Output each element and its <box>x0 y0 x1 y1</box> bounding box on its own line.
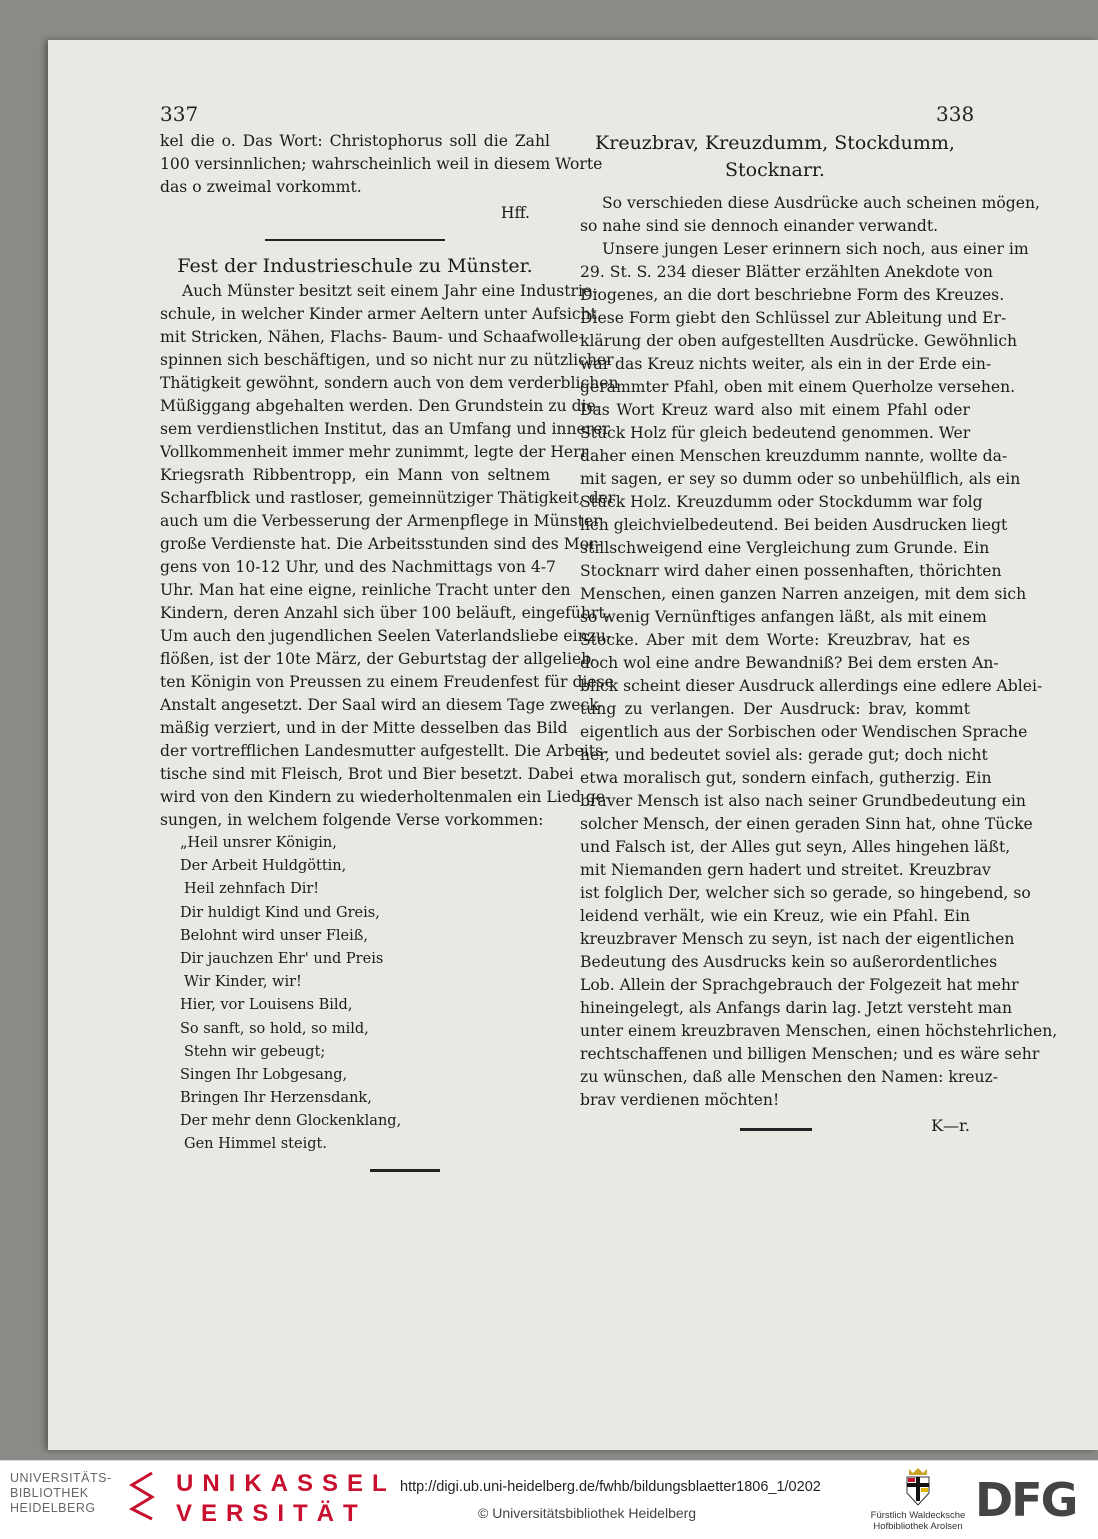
text-line: hineingelegt, als Anfangs darin lag. Jetzt versteht man <box>580 999 1012 1017</box>
text-line: daher einen Menschen kreuzdumm nannte, wollte da- <box>580 447 1008 465</box>
logo-line: UNIKASSEL <box>176 1470 396 1497</box>
right-column <box>580 130 1058 1152</box>
text-line: Auch Münster besitzt seit einem Jahr eine Industrie- <box>182 282 598 300</box>
text-line: Stück Holz. Kreuzdumm oder Stockdumm war folg <box>580 493 983 511</box>
text-line: solcher Mensch, der einen geraden Sinn hat, ohne Tücke <box>580 815 1033 833</box>
copyright-notice: © Universitätsbibliothek Heidelberg <box>478 1505 697 1521</box>
text-line: mit Stricken, Nähen, Flachs- Baum- und Schaafwolle- <box>160 328 584 346</box>
text-line: auch um die Verbesserung der Armenpflege in Münster <box>160 512 601 530</box>
article-end <box>580 1112 970 1152</box>
text-line: unter einem kreuzbraven Menschen, einen höchstehrlichen, <box>580 1022 1058 1040</box>
verse-line: Heil zehnfach Dir! <box>184 881 320 898</box>
text-line: klärung der oben aufgestellten Ausdrücke. Gewöhnlich <box>580 332 1018 350</box>
text-line: Stocknarr wird daher einen possenhaften, thörichten <box>580 562 1002 580</box>
page-number-left: 337 <box>160 102 199 126</box>
text-line: lich gleichvielbedeutend. Bei beiden Ausdrucken liegt <box>580 516 1008 534</box>
text-line: Anstalt angesetzt. Der Saal wird an diesem Tage zweck- <box>160 696 604 714</box>
page-number-right: 338 <box>936 102 975 126</box>
ub-heidelberg-logo[interactable] <box>10 1471 112 1516</box>
divider-rule <box>370 1169 440 1172</box>
text-line: tung zu verlangen. Der Ausdruck: brav, kommt <box>580 700 970 718</box>
uni-kassel-logo[interactable] <box>176 1469 396 1529</box>
text-line: der vortrefflichen Landesmutter aufgestellt. Die Arbeits- <box>160 742 609 760</box>
arolsen-library-logo[interactable] <box>870 1465 966 1532</box>
verse-line: Bringen Ihr Herzensdank, <box>180 1090 372 1107</box>
logo-line: Fürstlich Waldecksche <box>870 1510 966 1521</box>
text-line: Vollkommenheit immer mehr zunimmt, legte der Herr <box>160 443 589 461</box>
text-line: war das Kreuz nichts weiter, als ein in der Erde ein- <box>580 355 992 373</box>
text-line: sem verdienstlichen Institut, das an Umfang und innerer <box>160 420 610 438</box>
section-heading: Fest der Industrieschule zu Münster. <box>177 255 533 277</box>
verse-line: Belohnt wird unser Fleiß, <box>180 927 369 944</box>
text-line: gerammter Pfahl, oben mit einem Querholze versehen. <box>580 378 1016 396</box>
text-line: ten Königin von Preussen zu einem Freudenfest für diese <box>160 673 614 691</box>
text-line: kreuzbraver Mensch zu seyn, ist nach der eigentlichen <box>580 930 1015 948</box>
text-line: große Verdienste hat. Die Arbeitsstunden sind des Mor- <box>160 535 602 553</box>
text-line: Müßiggang abgehalten werden. Den Grundstein zu die- <box>160 397 602 415</box>
verse-line: Gen Himmel steigt. <box>184 1136 327 1153</box>
text-line: her, und bedeutet soviel als: gerade gut; doch nicht <box>580 746 988 764</box>
text-line: Bedeutung des Ausdrucks kein so außerordentliches <box>580 953 998 971</box>
text-line: So verschieden diese Ausdrücke auch scheinen mögen, <box>602 194 1040 212</box>
text-line: und Falsch ist, der Alles gut seyn, Alles hingehen läßt, <box>580 838 1011 856</box>
logo-line: Hofbibliothek Arolsen <box>873 1521 963 1532</box>
text-line: flößen, ist der 10te März, der Geburtstag der allgelieb- <box>160 650 597 668</box>
text-line: Scharfblick und rastloser, gemeinnütziger Thätigkeit, der <box>160 489 616 507</box>
section-heading: Stocknarr. <box>725 159 825 181</box>
text-line: Lob. Allein der Sprachgebrauch der Folgezeit hat mehr <box>580 976 1019 994</box>
text-line: so nahe sind sie dennoch einander verwandt. <box>580 217 939 235</box>
text-line: doch wol eine andre Bewandniß? Bei dem ersten An- <box>580 654 999 672</box>
kassel-mark-icon <box>128 1471 156 1521</box>
left-column <box>160 130 619 1184</box>
logo-line: BIBLIOTHEK <box>10 1486 89 1500</box>
text-line: Diese Form giebt den Schlüssel zur Ableitung und Er- <box>580 309 1007 327</box>
text-line: Menschen, einen ganzen Narren anzeigen, mit dem sich <box>580 585 1027 603</box>
text-line: Uhr. Man hat eine eigne, reinliche Tracht unter den <box>160 581 571 599</box>
text-line: eigentlich aus der Sorbischen oder Wendischen Sprache <box>580 723 1028 741</box>
text-line: das o zweimal vorkommt. <box>160 178 362 196</box>
text-line: ist folglich Der, welcher sich so gerade, so hingebend, so <box>580 884 1031 902</box>
text-line: wird von den Kindern zu wiederholtenmalen ein Lied ge- <box>160 788 611 806</box>
divider-rule <box>740 1128 812 1131</box>
text-line: gens von 10-12 Uhr, und des Nachmittags von 4-7 <box>160 558 556 576</box>
verse-line: „Heil unsrer Königin, <box>180 835 337 851</box>
text-line: Unsere jungen Leser erinnern sich noch, aus einer im <box>602 240 1029 258</box>
text-line: Um auch den jugendlichen Seelen Vaterlandsliebe einzu- <box>160 627 612 645</box>
divider-rule <box>265 239 445 241</box>
spacer <box>580 184 970 192</box>
verse-line: So sanft, so hold, so mild, <box>180 1020 369 1037</box>
verse-line: Singen Ihr Lobgesang, <box>180 1066 348 1083</box>
text-line: Diogenes, an die dort beschriebne Form des Kreuzes. <box>580 286 1005 304</box>
text-line: sungen, in welchem folgende Verse vorkommen: <box>160 811 544 829</box>
verse-line: Der Arbeit Huldgöttin, <box>180 858 347 875</box>
text-line: mäßig verziert, und in der Mitte desselben das Bild <box>160 719 568 737</box>
text-line: Kriegsrath Ribbentropp, ein Mann von seltnem <box>160 466 550 484</box>
text-line: spinnen sich beschäftigen, und so nicht nur zu nützlicher <box>160 351 614 369</box>
text-line: stillschweigend eine Vergleichung zum Grunde. Ein <box>580 539 990 557</box>
signature: K—r. <box>931 1116 970 1135</box>
text-line: brav verdienen möchten! <box>580 1091 780 1109</box>
verse-line: Wir Kinder, wir! <box>184 974 302 991</box>
logo-line: HEIDELBERG <box>10 1501 96 1515</box>
text-line: Kindern, deren Anzahl sich über 100 beläuft, eingeführt. <box>160 604 610 622</box>
text-line: mit sagen, er sey so dumm oder so unbehülflich, als ein <box>580 470 1021 488</box>
logo-line: UNIVERSITÄTS- <box>10 1471 112 1485</box>
text-line: 29. St. S. 234 dieser Blätter erzählten Anekdote von <box>580 263 993 281</box>
text-line: blick scheint dieser Ausdruck allerdings eine edlere Ablei- <box>580 677 1043 695</box>
text-line: tische sind mit Fleisch, Brot und Bier besetzt. Dabei <box>160 765 574 783</box>
dfg-logo[interactable]: DFG <box>975 1473 1077 1527</box>
text-line: braver Mensch ist also nach seiner Grundbedeutung ein <box>580 792 1026 810</box>
verse-line: Dir jauchzen Ehr' und Preis <box>180 950 384 967</box>
text-line: kel die o. Das Wort: Christophorus soll die Zahl <box>160 132 550 150</box>
text-line: so wenig Vernünftiges anfangen läßt, als mit einem <box>580 608 987 626</box>
text-line: schule, in welcher Kinder armer Aeltern unter Aufsicht <box>160 305 597 323</box>
text-line: Stück Holz für gleich bedeutend genommen. Wer <box>580 424 971 442</box>
section-heading: Kreuzbrav, Kreuzdumm, Stockdumm, <box>595 132 955 154</box>
verse-line: Dir huldigt Kind und Greis, <box>180 904 380 921</box>
text-line: mit Niemanden gern hadert und streitet. Kreuzbrav <box>580 861 991 879</box>
verse-line: Hier, vor Louisens Bild, <box>180 997 353 1014</box>
text-line: 100 versinnlichen; wahrscheinlich weil in diesem Worte <box>160 155 603 173</box>
text-line: etwa moralisch gut, sondern einfach, gutherzig. Ein <box>580 769 992 787</box>
text-line: Stocke. Aber mit dem Worte: Kreuzbrav, hat es <box>580 631 970 649</box>
permalink[interactable]: http://digi.ub.uni-heidelberg.de/fwhb/bildungsblaetter1806_1/0202 <box>400 1479 821 1495</box>
text-line: Das Wort Kreuz ward also mit einem Pfahl oder <box>580 401 970 419</box>
signature: Hff. <box>500 204 530 222</box>
verse-line: Der mehr denn Glockenklang, <box>180 1113 402 1130</box>
viewer-footer <box>0 1460 1098 1539</box>
text-line: leidend verhält, wie ein Kreuz, wie ein Pfahl. Ein <box>580 907 970 925</box>
verse-line: Stehn wir gebeugt; <box>184 1043 326 1060</box>
text-line: zu wünschen, daß alle Menschen den Namen: kreuz- <box>580 1068 999 1086</box>
logo-line: VERSITÄT <box>176 1500 367 1527</box>
coat-of-arms-icon <box>903 1465 933 1507</box>
text-line: rechtschaffenen und billigen Menschen; und es wäre sehr <box>580 1045 1040 1063</box>
text-line: Thätigkeit gewöhnt, sondern auch von dem verderblichen <box>160 374 619 392</box>
